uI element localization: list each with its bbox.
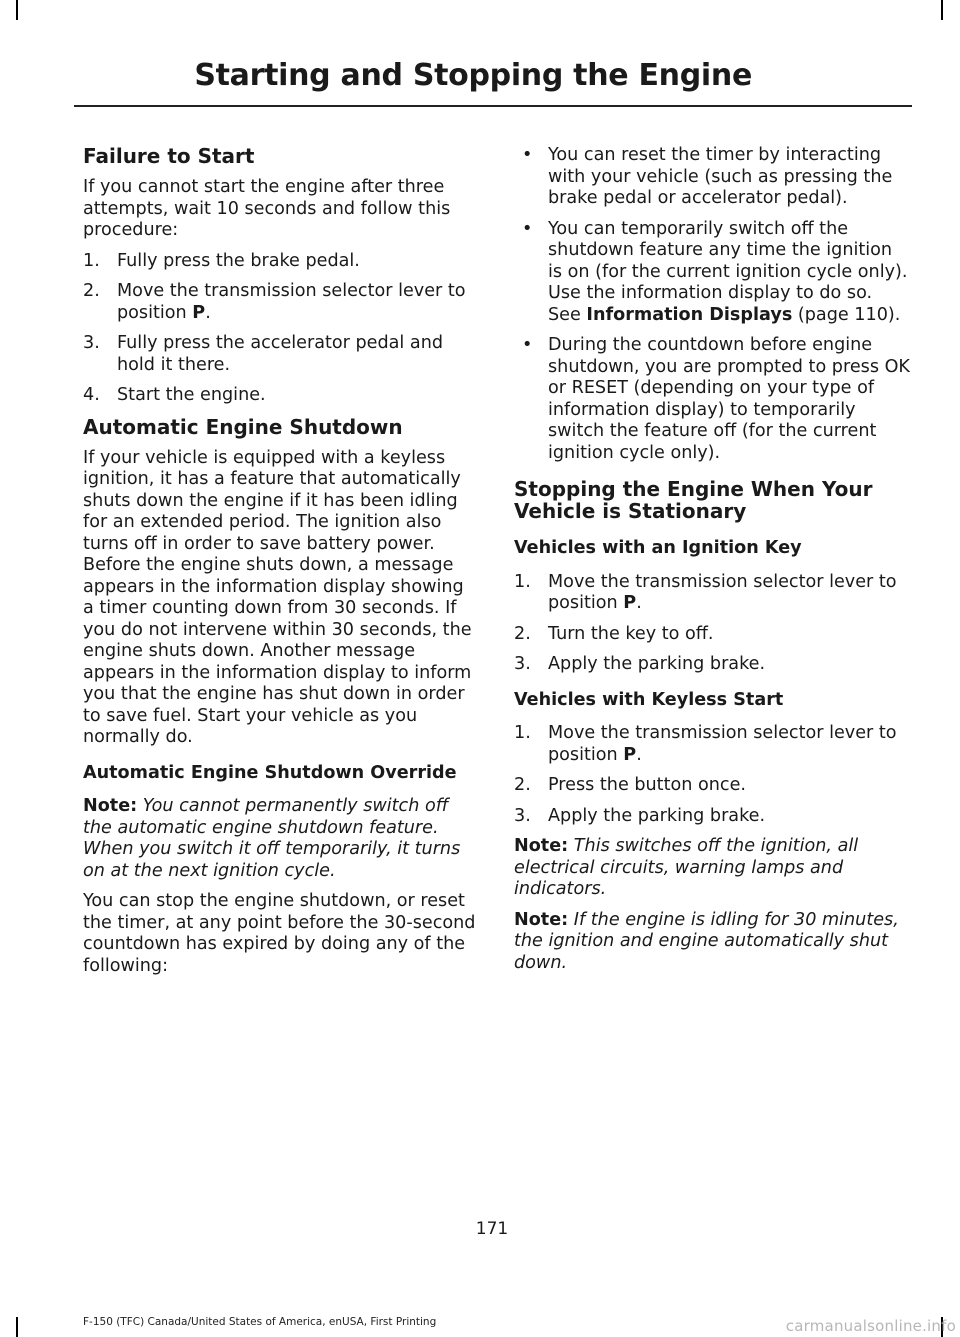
heading-ignition-key: Vehicles with an Ignition Key	[514, 538, 802, 558]
page-header-title: Starting and Stopping the Engine	[194, 58, 752, 93]
list-item: 1. Move the transmission selector lever to position P.	[514, 723, 897, 765]
right-column	[514, 145, 910, 983]
list-item: 4. Start the engine.	[83, 385, 266, 405]
list-item: • You can reset the timer by interacting with your vehicle (such as pressing the brake pedal or accelerator pedal).	[522, 145, 893, 208]
footer-edition: F-150 (TFC) Canada/United States of America, enUSA, First Printing	[83, 1316, 437, 1328]
list-item: 2. Press the button once.	[514, 775, 746, 795]
page-number: 171	[475, 1219, 509, 1239]
ignition-key-steps-list	[514, 572, 910, 676]
paragraph-stop-shutdown: You can stop the engine shutdown, or reset the timer, at any point before the 30-second countdown has expired by doing any of the following:	[83, 891, 476, 976]
list-item: 1. Move the transmission selector lever to position P.	[514, 571, 897, 613]
crop-mark-top-left	[16, 0, 18, 20]
crop-mark-bottom-left	[16, 1317, 18, 1337]
watermark: carmanualsonline.info	[785, 1317, 956, 1335]
note-ignition-switch-off: Note: This switches off the ignition, all electrical circuits, warning lamps and indicators.	[514, 836, 859, 899]
cross-reference-link: Information Displays	[586, 304, 793, 325]
note-permanent-switch-off: Note: You cannot permanently switch off the automatic engine shutdown feature. When you switch it off temporarily, it turns on at the next ignition cycle.	[83, 796, 461, 881]
paragraph-failure: If you cannot start the engine after three attempts, wait 10 seconds and follow this procedure:	[83, 177, 451, 240]
header-divider	[74, 105, 912, 107]
crop-mark-top-right	[941, 0, 943, 20]
list-item: 3. Apply the parking brake.	[514, 805, 766, 826]
heading-keyless-start: Vehicles with Keyless Start	[514, 689, 784, 710]
heading-failure-to-start: Failure to Start	[83, 144, 255, 168]
list-item: • You can temporarily switch off the shutdown feature any time the ignition is on (for the current ignition cycle only). Use the information display to do so. See Information Displays (page 110).	[522, 218, 908, 325]
list-item: 1. Fully press the brake pedal.	[83, 250, 360, 271]
list-item: 2. Turn the key to off.	[514, 623, 714, 644]
paragraph-automatic-shutdown: If your vehicle is equipped with a keyless ignition, it has a feature that automatically shuts down the engine if it has been idling for an extended period. The ignition also turns off in order to save battery power. Before the engine shuts down, a message appears in the information display showing a timer counting down from 30 seconds. If you do not intervene within 30 seconds, the engine shuts down. Another message appears in the information display to inform you that the engine has shut down in order to save fuel. Start your vehicle as you normally do.	[83, 447, 472, 747]
keyless-start-steps-list	[514, 723, 910, 827]
heading-shutdown-override: Automatic Engine Shutdown Override	[83, 762, 457, 783]
failure-steps-list	[83, 251, 478, 407]
list-item: 3. Apply the parking brake.	[514, 654, 766, 674]
list-item: • During the countdown before engine shutdown, you are prompted to press OK or RESET (depending on your type of information display) to temporarily switch the feature off (for the current ignition cycle only).	[522, 335, 910, 463]
left-column	[83, 145, 478, 986]
heading-stopping-engine-stationary: Stopping the Engine When Your Vehicle is Stationary	[514, 477, 873, 523]
override-options-list	[514, 145, 910, 464]
list-item: 3. Fully press the accelerator pedal and hold it there.	[83, 333, 444, 375]
note-idling-shutdown: Note: If the engine is idling for 30 minutes, the ignition and engine automatically shut down.	[514, 909, 899, 973]
list-item: 2. Move the transmission selector lever to position P.	[83, 281, 466, 323]
heading-automatic-engine-shutdown: Automatic Engine Shutdown	[83, 414, 403, 439]
